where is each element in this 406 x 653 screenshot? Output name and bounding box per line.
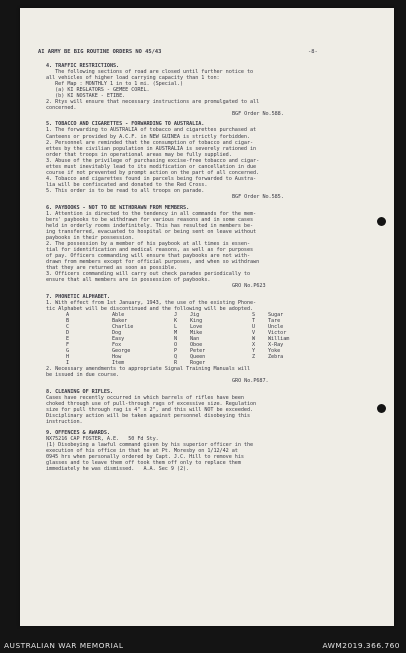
section-heading: 8. CLEANING OF RIFLES. bbox=[46, 388, 113, 395]
accession-number: AWM2019.366.760 bbox=[322, 641, 400, 650]
alphabet-word: How bbox=[112, 354, 122, 361]
section-line: paybooks in their possession. bbox=[46, 234, 135, 241]
alphabet-word: Charlie bbox=[112, 323, 134, 330]
alphabet-letter: B bbox=[66, 317, 70, 324]
section-line: tial for identification and medical reasons, as well as for purposes bbox=[46, 246, 254, 253]
order-section bbox=[46, 430, 380, 472]
order-section bbox=[46, 205, 380, 290]
section-line: drawn from members except for official purposes, and when so withdrawn bbox=[46, 258, 260, 265]
section-line: Cases have recently occurred in which barrels of rifles have been bbox=[46, 394, 244, 401]
section-line: bers' paybooks to be withdrawn for various reasons and in some cases bbox=[46, 216, 254, 223]
alphabet-letter: X bbox=[252, 342, 256, 349]
alphabet-letter: N bbox=[174, 336, 178, 343]
alphabet-letter: F bbox=[66, 342, 70, 349]
alphabet-word: Fox bbox=[112, 342, 122, 349]
section-line: (a) KI REGLATORS - GEMEE COREL. bbox=[46, 86, 150, 93]
section-line: 5. This order is to be read to all troops on parade. bbox=[46, 187, 205, 194]
alphabet-letter: W bbox=[252, 336, 256, 343]
alphabet-word: George bbox=[112, 348, 131, 355]
alphabet-word: Tare bbox=[268, 317, 281, 324]
alphabet-word: Nan bbox=[190, 336, 200, 343]
alphabet-letter: H bbox=[66, 354, 70, 361]
section-heading: 9. OFFENCES & AWARDS. bbox=[46, 429, 110, 436]
alphabet-letter: G bbox=[66, 348, 70, 355]
order-section bbox=[46, 389, 380, 425]
alphabet-word: Victor bbox=[268, 329, 287, 336]
alphabet-letter: E bbox=[66, 336, 70, 343]
section-line: Disciplinary action will be taken against personnel disobeying this bbox=[46, 413, 251, 420]
alphabet-letter: P bbox=[174, 348, 178, 355]
order-reference: GRO No.P623 bbox=[232, 283, 266, 290]
section-line: ettes by the civilian population in AUSTRALIA is severely rationed in bbox=[46, 145, 257, 152]
section-line: 2. Necessary amendments to appropriate Signal Training Manuals will bbox=[46, 366, 251, 373]
section-heading: 7. PHONETIC ALPHABET. bbox=[46, 293, 110, 300]
alphabet-word: Uncle bbox=[268, 323, 284, 330]
alphabet-letter: M bbox=[174, 329, 178, 336]
section-line: ing transferred, evacuated to hospital or being sent on leave without bbox=[46, 228, 257, 235]
alphabet-word: Item bbox=[112, 360, 125, 367]
section-line: lia will be confiscated and donated to the Red Cross. bbox=[46, 181, 208, 188]
alphabet-word: Oboe bbox=[190, 342, 203, 349]
alphabet-word: Sugar bbox=[268, 311, 284, 318]
order-reference: BGF Order No.588. bbox=[232, 110, 284, 117]
section-line: 3. Officers commanding will carry out check parades periodically to bbox=[46, 271, 251, 278]
alphabet-letter: V bbox=[252, 329, 256, 336]
document-page bbox=[20, 8, 394, 626]
footer-bar bbox=[0, 636, 406, 653]
alphabet-letter: J bbox=[174, 311, 178, 318]
section-heading: 5. TOBACCO AND CIGARETTES - FORWARDING TO AUSTRALIA. bbox=[46, 121, 205, 128]
section-line: 0945 hrs when personally ordered by Capt. J.C. Hill to remove his bbox=[46, 453, 244, 460]
alphabet-letter: A bbox=[66, 311, 70, 318]
alphabet-word: Jig bbox=[190, 311, 200, 318]
document-header: AI ARMY BE BIG ROUTINE ORDERS NO 45/43 bbox=[38, 49, 162, 55]
alphabet-letter: U bbox=[252, 323, 256, 330]
section-line: course if not prevented by prompt action on the part of all concerned. bbox=[46, 169, 260, 176]
section-line: 1. The forwarding to AUSTRALIA of tobacco and cigarettes purchased at bbox=[46, 127, 257, 134]
alphabet-word: King bbox=[190, 317, 203, 324]
section-line: The following sections of road are closed until further notice to bbox=[46, 68, 254, 75]
order-reference: GRO No.P687. bbox=[232, 378, 269, 385]
section-line: Ref Map : MONTHLY 1 in to 1 mi. (Special.) bbox=[46, 80, 184, 87]
section-line: glasses and to leave them off took them off only to replace them bbox=[46, 459, 241, 466]
section-line: that they are returned as soon as possible. bbox=[46, 265, 177, 271]
alphabet-word: Roger bbox=[190, 360, 206, 367]
alphabet-word: William bbox=[268, 336, 290, 343]
alphabet-word: Peter bbox=[190, 348, 206, 355]
section-line: 4. Tobacco and cigarettes found in parcels being forwarded to Austra- bbox=[46, 175, 257, 182]
section-line: execution of his office in that he at Pt. Moresby on 1/12/42 at bbox=[46, 447, 238, 454]
alphabet-word: Baker bbox=[112, 317, 128, 324]
alphabet-letter: S bbox=[252, 311, 256, 318]
institution-name: AUSTRALIAN WAR MEMORIAL bbox=[4, 641, 124, 650]
orders-body bbox=[46, 58, 380, 472]
alphabet-letter: Z bbox=[252, 354, 256, 361]
order-section bbox=[46, 63, 380, 117]
order-reference: BGF Order No.585. bbox=[232, 193, 284, 200]
section-line: 3. Abuse of the privilege of purchasing excise-free tobacco and cigar- bbox=[46, 157, 260, 164]
alphabet-word: Easy bbox=[112, 336, 125, 343]
alphabet-letter: R bbox=[174, 360, 178, 367]
alphabet-letter: Y bbox=[252, 348, 256, 355]
alphabet-word: Yoke bbox=[268, 348, 281, 355]
alphabet-letter: O bbox=[174, 342, 178, 349]
section-line: 2. Personnel are reminded that the consumption of tobacco and cigar- bbox=[46, 139, 254, 146]
alphabet-word: X-Ray bbox=[268, 342, 284, 349]
section-line: all vehicles of higher load carrying capacity than 1 ton: bbox=[46, 74, 220, 81]
alphabet-word: Mike bbox=[190, 329, 203, 336]
alphabet-letter: I bbox=[66, 360, 70, 367]
alphabet-letter: T bbox=[252, 317, 256, 324]
section-line: 1. With effect from 1st January, 1943, the use of the existing Phone- bbox=[46, 299, 257, 306]
section-line: 1. Attention is directed to the tendency in all commands for the mem- bbox=[46, 210, 257, 217]
section-line: held in orderly rooms indefinitely. This has resulted in members be- bbox=[46, 222, 254, 229]
alphabet-letter: Q bbox=[174, 354, 178, 361]
section-line: of pay. Officers commanding will ensure that paybooks are not with- bbox=[46, 252, 251, 259]
section-line: (1) Disobeying a lawful command given by his superior officer in the bbox=[46, 441, 254, 448]
section-line: 2. Rtys will ensure that necessary instructions are promulgated to all bbox=[46, 98, 260, 105]
section-heading: 6. PAYBOOKS - NOT TO BE WITHDRAWN FROM MEMBERS. bbox=[46, 204, 190, 211]
section-line: be issued in due course. bbox=[46, 372, 120, 379]
section-line: concerned. bbox=[46, 104, 77, 111]
section-line: immediately he was dismissed. A.A. Sec 9 (2). bbox=[46, 465, 190, 472]
section-line: (b) KI NOSTAKE - ETIBE. bbox=[46, 92, 126, 99]
section-line: order that troops in operational areas may be fully supplied. bbox=[46, 151, 232, 158]
order-section bbox=[46, 294, 380, 385]
alphabet-letter: L bbox=[174, 323, 178, 330]
section-line: size for pull through rag is 4" x 2", and this will NOT be exceeded. bbox=[46, 407, 254, 414]
section-line: choked through use of pull-through rags of excessive size. Regulation bbox=[46, 400, 257, 407]
alphabet-word: Able bbox=[112, 311, 125, 318]
section-line: tic Alphabet will be discontinued and the following will be adopted. bbox=[46, 305, 254, 312]
alphabet-word: Zebra bbox=[268, 354, 284, 361]
section-line: NX75216 CAP FOSTER, A.E. 50 Fd Sty. bbox=[46, 435, 159, 442]
section-line: instruction. bbox=[46, 419, 83, 426]
alphabet-letter: C bbox=[66, 323, 70, 330]
alphabet-word: Queen bbox=[190, 354, 206, 361]
section-line: 2. The possession by a member of his paybook at all times is essen- bbox=[46, 240, 251, 247]
alphabet-word: Dog bbox=[112, 329, 122, 336]
section-heading: 4. TRAFFIC RESTRICTIONS. bbox=[46, 62, 120, 69]
section-line: Canteens or provided by A.C.F. in NEW GUINEA is strictly forbidden. bbox=[46, 133, 251, 140]
page-number: -8- bbox=[308, 49, 318, 55]
alphabet-letter: D bbox=[66, 329, 70, 336]
section-line: ensure that all members are in possession of paybooks. bbox=[46, 277, 211, 284]
alphabet-letter: K bbox=[174, 317, 178, 324]
section-line: ettes must inevitably lead to its modification or cancellation in due bbox=[46, 163, 257, 170]
alphabet-word: Love bbox=[190, 323, 203, 330]
order-section bbox=[46, 121, 380, 200]
